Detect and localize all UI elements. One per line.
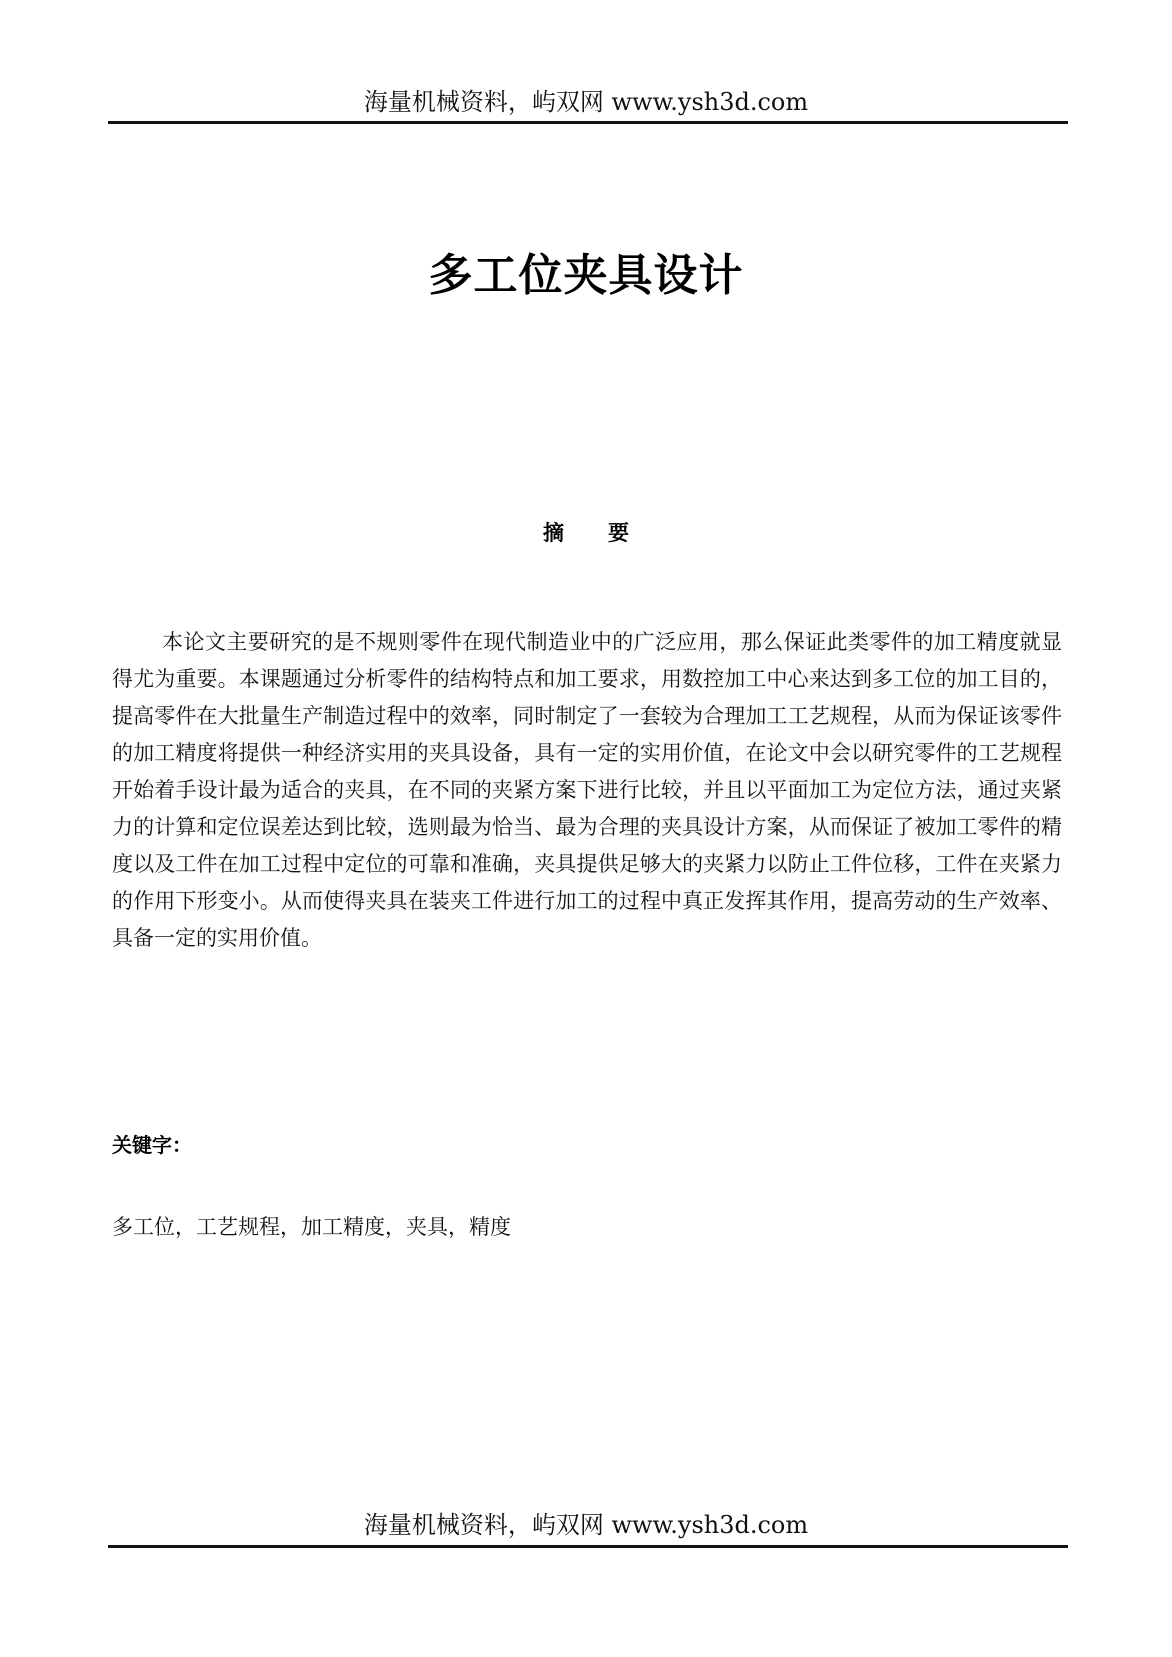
document-title: 多工位夹具设计: [428, 250, 744, 301]
footer-divider: [108, 1545, 1068, 1548]
page-header: 海量机械资料，屿双网 www.ysh3d.com: [363, 88, 809, 116]
abstract-body: 本论文主要研究的是不规则零件在现代制造业中的广泛应用，那么保证此类零件的加工精度就显得尤为重要。本课题通过分析零件的结构特点和加工要求，用数控加工中心来达到多工位的加工目的，提高零件在大批量生产制造过程中的效率，同时制定了一套较为合理加工工艺规程，从而为保证该零件的加工精度将提供一种经济实用的夹具设备，具有一定的实用价值，在论文中会以研究零件的工艺规程开始着手设计最为适合的夹具，在不同的夹紧方案下进行比较，并且以平面加工为定位方法，通过夹紧力的计算和定位误差达到比较，选则最为恰当、最为合理的夹具设计方案，从而保证了被加工零件的精度以及工件在加工过程中定位的可靠和准确，夹具提供足够大的夹紧力以防止工件位移，工件在夹紧力的作用下形变小。从而使得夹具在装夹工件进行加工的过程中真正发挥其作用，提高劳动的生产效率、具备一定的实用价值。: [112, 630, 1062, 950]
keywords-heading: 关键字：: [112, 1133, 192, 1157]
header-divider: [108, 121, 1068, 124]
abstract-heading: 摘要: [543, 520, 673, 545]
keywords-list: 多工位，工艺规程，加工精度，夹具，精度: [112, 1215, 511, 1239]
page-footer: 海量机械资料，屿双网 www.ysh3d.com: [363, 1511, 809, 1539]
